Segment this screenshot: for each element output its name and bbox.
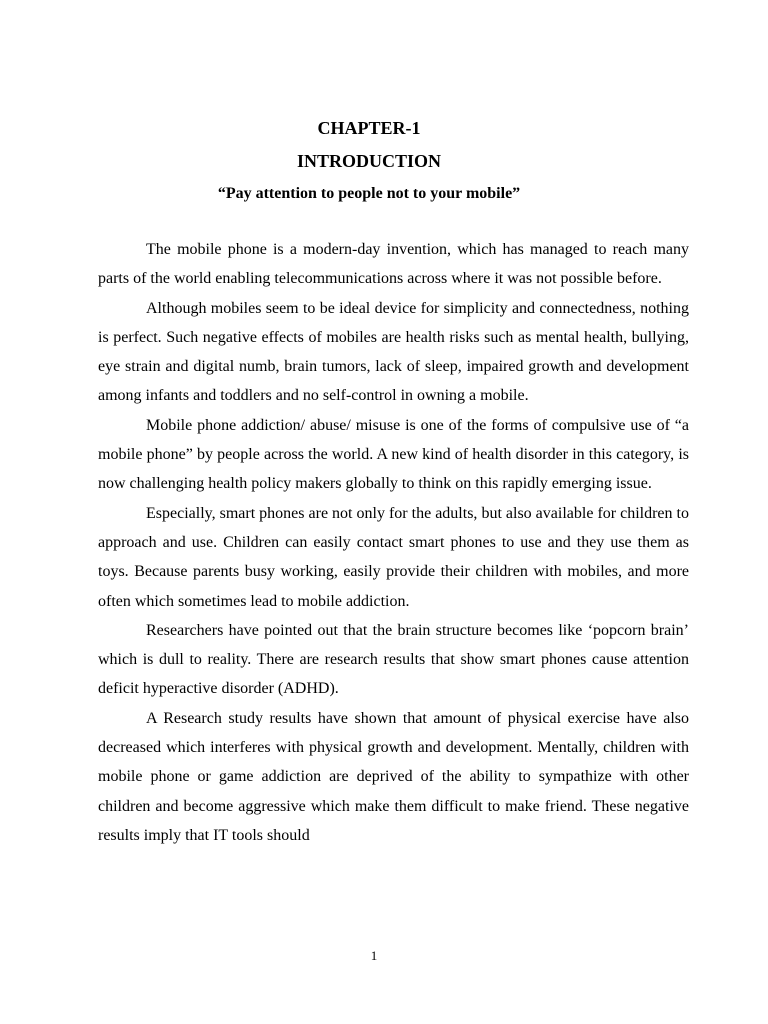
paragraph: A Research study results have shown that amount of physical exercise have also decreased which interferes with physical growth and development. Mentally, children with mobile phone or game addiction are deprived of the ability to sympathize with other children and become aggressive which make them difficult to make friend. These negative results imply that IT tools should xyxy=(98,709,689,844)
paragraph: The mobile phone is a modern-day invention, which has managed to reach many parts of the world enabling telecommunications across where it was not possible before. xyxy=(98,241,689,288)
page-number: 1 xyxy=(370,948,378,963)
epigraph-quote: “Pay attention to people not to your mobile” xyxy=(217,185,521,202)
body-text xyxy=(98,235,689,850)
paragraph: Mobile phone addiction/ abuse/ misuse is one of the forms of compulsive use of “a mobile phone” by people across the world. A new kind of health disorder in this category, is now challenging health policy makers globally to think on this rapidly emerging issue. xyxy=(98,416,689,493)
paragraph: Researchers have pointed out that the brain structure becomes like ‘popcorn brain’ which is dull to reality. There are research results that show smart phones cause attention deficit hyperactive disorder (ADHD). xyxy=(98,621,689,698)
section-title: INTRODUCTION xyxy=(296,151,442,171)
chapter-label: CHAPTER-1 xyxy=(317,118,421,138)
paragraph: Although mobiles seem to be ideal device for simplicity and connectedness, nothing is perfect. Such negative effects of mobiles are health risks such as mental health, bullying, eye strain and digital numb, brain tumors, lack of sleep, impaired growth and development among infants and toddlers and no self-control in owning a mobile. xyxy=(98,299,689,405)
paragraph: Especially, smart phones are not only for the adults, but also available for children to approach and use. Children can easily contact smart phones to use and they use them as toys. Because parents busy working, easily provide their children with mobiles, and more often which sometimes lead to mobile addiction. xyxy=(98,504,689,610)
